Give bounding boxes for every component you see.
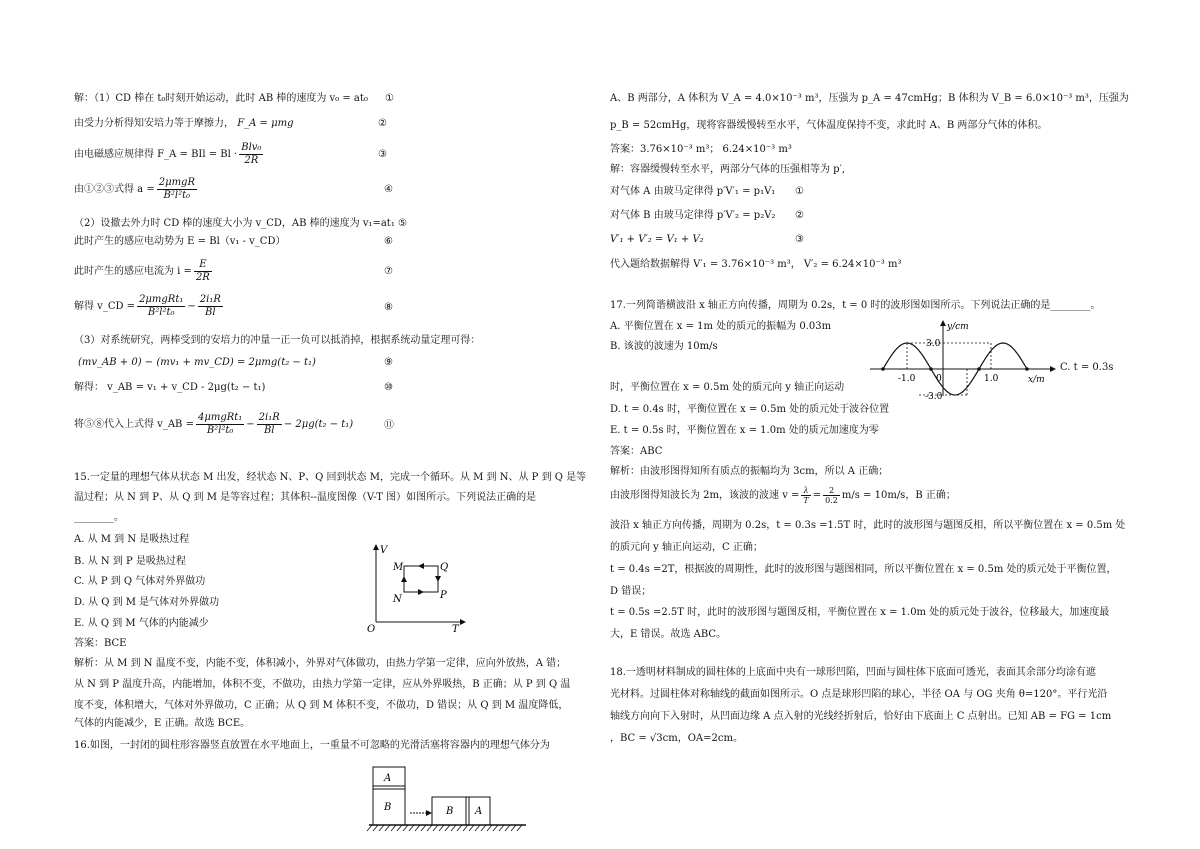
q15-stem-3: ________。 [74, 512, 124, 523]
ground-hatch [367, 825, 372, 831]
sol-line-8: 解得 v_CD = $\frac{\text{2μmgRt₁}}{\text{B²l²t₀}}$ − $\frac{\text{2i₁R}}{Bl}$ [74, 294, 221, 318]
q15-option-a: A. 从 M 到 N 是吸热过程 [74, 534, 190, 545]
q16-sol-1: 解：容器缓慢转至水平，两部分气体的压强相等为 p′, [610, 164, 846, 175]
eq-number: ④ [384, 184, 393, 195]
q15-explain-2: 从 N 到 P 温度升高，内能增加，体积不变，不做功，由热力学第一定律，应从外界吸热，B 正确；从 P 到 Q 温 [74, 679, 571, 690]
q18-stem-1: 18.一透明材料制成的圆柱体的上底面中央有一球形凹陷，凹面与圆柱体下底面可透光，表面其余部分均涂有遮 [610, 667, 1096, 678]
state-m-label: M [393, 562, 404, 573]
vt-diagram [360, 540, 470, 635]
q17-explain-4: 的质元向 y 轴正向运动，C 正确； [610, 542, 763, 553]
ground-hatch [415, 825, 420, 831]
sol-line-5: （2）设撤去外力时 CD 棒的速度大小为 v_CD，AB 棒的速度为 v₁=at₁ ⑤ [74, 218, 407, 229]
ground-hatch [511, 825, 516, 831]
q15-stem-2: 温过程；从 N 到 P、从 Q 到 M 是等容过程；其体积--温度图像（V-T 图）如图所示。下列说法正确的是 [74, 492, 537, 503]
y-axis-label: y/cm [947, 322, 969, 332]
q17-explain-8: 大，E 错误。故选 ABC。 [610, 629, 727, 640]
q15-explain-4: 气体的内能减少，E 正确。故选 BCE。 [74, 718, 251, 729]
q17-option-a: A. 平衡位置在 x = 1m 处的质元的振幅为 0.03m [610, 321, 832, 332]
y-tick-top: 3.0 [926, 339, 941, 349]
state-q-label: Q [440, 562, 449, 573]
origin-label: O [367, 624, 376, 635]
q16-sol-5: 代入题给数据解得 V′₁ = 3.76×10⁻³ m³， V′₂ = 6.24×10⁻³ m³ [610, 259, 902, 270]
y-tick-bottom: -3.0 [925, 392, 943, 400]
q15-option-d: D. 从 Q 到 M 是气体对外界做功 [74, 597, 220, 608]
wave-node [881, 367, 885, 371]
x-tick-neg: -1.0 [898, 374, 916, 384]
ground-hatch [457, 825, 462, 831]
q17-explain-1: 解析：由波形图得知所有质点的振幅均为 3cm，所以 A 正确； [610, 466, 889, 477]
wave-node [977, 367, 981, 371]
wave-node [929, 367, 933, 371]
ground-hatch [427, 825, 432, 831]
ground-hatch [421, 825, 426, 831]
q15-option-b: B. 从 N 到 P 是吸热过程 [74, 556, 186, 567]
q15-explain-3: 度不变，体积增大，气体对外界做功，C 正确；从 Q 到 M 体积不变，不做功，D 错误；从 Q 到 M 温度降低， [74, 700, 569, 711]
ground-hatch [379, 825, 384, 831]
q15-stem-1: 15.一定量的理想气体从状态 M 出发，经状态 N、P、Q 回到状态 M，完成一个循环。从 M 到 N、从 P 到 Q 是等 [74, 472, 587, 483]
ground-hatch [451, 825, 456, 831]
eq-number: ⑪ [384, 420, 394, 431]
q16-sol-3: 对气体 B 由玻马定律得 p′V′₂ = p₂V₂ [610, 210, 776, 221]
ground-hatch [445, 825, 450, 831]
ground-hatch [475, 825, 480, 831]
sol-line-6: 此时产生的感应电动势为 E = Bl（v₁ - v_CD） [74, 236, 286, 247]
x-tick-pos: 1.0 [984, 374, 999, 384]
ground-hatch [385, 825, 390, 831]
cyl-b-label: B [384, 802, 392, 813]
cyl-b2-label: B [446, 806, 454, 817]
q16-stem-3: p_B = 52cmHg，现将容器缓慢转至水平，气体温度保持不变，求此时 A、B 两部分气体的体积。 [610, 120, 1048, 131]
sol-line-2: 由受力分析得知安培力等于摩擦力， F_A = μmg [74, 118, 294, 129]
ground-hatch [373, 825, 378, 831]
q17-option-c-cont: 时，平衡位置在 x = 0.5m 处的质元向 y 轴正向运动 [610, 382, 845, 393]
q16-sol-2: 对气体 A 由玻马定律得 p′V′₁ = p₁V₁ [610, 186, 776, 197]
x-axis-label: x/m [1028, 375, 1045, 385]
q16-stem-1: 16.如图，一封闭的圆柱形容器竖直放置在水平地面上，一重量不可忽略的光滑活塞将容器内的理想气体分为 [74, 740, 550, 751]
x-tick-zero: 0 [936, 374, 942, 384]
q15-option-e: E. 从 Q 到 M 气体的内能减少 [74, 618, 209, 629]
ground-hatch [469, 825, 474, 831]
ground-hatch [517, 825, 522, 831]
ground-hatch [433, 825, 438, 831]
sol-line-9: （3）对系统研究，两棒受到的安培力的冲量一正一负可以抵消掉，根据系统动量定理可得： [74, 335, 481, 346]
q17-option-d: D. t = 0.4s 时，平衡位置在 x = 0.5m 处的质元处于波谷位置 [610, 404, 890, 415]
eq-number: ② [378, 118, 387, 129]
ground-hatch [439, 825, 444, 831]
wave-diagram [870, 318, 1060, 400]
q17-explain-2: 由波形图得知波长为 2m，该波的波速 v = $\frac{\lambda}{T}$ = $\frac{2}{0.2}$ m/s = 10m/s，B 正确； [610, 486, 956, 505]
q17-explain-3: 波沿 x 轴正方向传播，周期为 0.2s，t = 0.3s =1.5T 时，此时的波形图与题图反相，所以平衡位置在 x = 0.5m 处 [610, 520, 1126, 531]
sol-line-12: 将⑤⑧代入上式得 v_AB = $\frac{\text{4μmgRt₁}}{\text{B²l²t₀}}$ − $\frac{\text{2i₁R}}{Bl}$ − 2μg(t₂ − t₁) [74, 412, 354, 436]
q16-stem-2: A、B 两部分，A 体积为 V_A = 4.0×10⁻³ m³，压强为 p_A = 47cmHg；B 体积为 V_B = 6.0×10⁻³ m³，压强为 [610, 93, 1129, 104]
q18-stem-4: ，BC = √3cm，OA=2cm。 [610, 733, 743, 744]
ground-hatch [403, 825, 408, 831]
sol-line-7: 此时产生的感应电流为 i = $\frac{E}{2R}$ [74, 259, 210, 283]
q18-stem-2: 光材料。过圆柱体对称轴线的截面如图所示。O 点是球形凹陷的球心，半径 OA 与 OG 夹角 θ=120°。平行光沿 [610, 689, 1108, 700]
q17-option-e: E. t = 0.5s 时，平衡位置在 x = 1.0m 处的质元加速度为零 [610, 425, 879, 436]
eq-number: ③ [795, 234, 804, 245]
eq-number: ⑦ [384, 266, 393, 277]
eq-number: ③ [378, 149, 387, 160]
sol-line-1: 解：（1）CD 棒在 t₀时刻开始运动，此时 AB 棒的速度为 v₀ = at₀ [74, 93, 368, 104]
eq-number: ⑩ [384, 382, 393, 393]
q15-explain-1: 解析：从 M 到 N 温度不变，内能不变，体积减小，外界对气体做功，由热力学第一定律，应向外放热，A 错； [74, 658, 567, 669]
sol-line-10: (mv_AB + 0) − (mv₁ + mv_CD) = 2μmg(t₂ − t₁) [78, 357, 316, 368]
axis-v-label: V [380, 545, 388, 556]
ground-hatch [487, 825, 492, 831]
ground-hatch [499, 825, 504, 831]
cyl-a2-label: A [475, 806, 483, 817]
cyl-a-label: A [384, 773, 392, 784]
q15-answer: 答案：BCE [74, 638, 127, 649]
eq-number: ① [795, 186, 804, 197]
ground-hatch [481, 825, 486, 831]
eq-number: ① [385, 93, 394, 104]
eq-number: ⑨ [384, 357, 393, 368]
sol-line-4: 由①②③式得 a = $\frac{\text{2μmgR}}{\text{B²l²t₀}}$ [74, 177, 195, 201]
state-n-label: N [393, 594, 402, 605]
q17-option-b: B. 该波的波速为 10m/s [610, 341, 718, 352]
ground-hatch [493, 825, 498, 831]
ground-hatch [391, 825, 396, 831]
q17-answer: 答案：ABC [610, 446, 663, 457]
q16-answer: 答案：3.76×10⁻³ m³； 6.24×10⁻³ m³ [610, 144, 792, 155]
q18-stem-3: 轴线方向向下入射时，从凹面边缘 A 点入射的光线经折射后，恰好由下底面上 C 点射出。已知 AB = FG = 1cm [610, 711, 1112, 722]
wave-node [1025, 367, 1029, 371]
state-p-label: P [440, 590, 447, 601]
q17-explain-5: t = 0.4s =2T，根据波的周期性，此时的波形图与题图相同，所以平衡位置在 x = 0.5m 处的质元处于平衡位置， [610, 564, 1117, 575]
q17-option-c: C. t = 0.3s [1060, 362, 1114, 373]
cylinder-diagram [366, 762, 531, 836]
eq-number: ⑧ [384, 302, 393, 313]
ground-hatch [397, 825, 402, 831]
q17-explain-6: D 错误； [610, 586, 652, 597]
eq-number: ⑥ [384, 236, 393, 247]
q15-option-c: C. 从 P 到 Q 气体对外界做功 [74, 576, 206, 587]
eq-number: ② [795, 210, 804, 221]
ground-hatch [505, 825, 510, 831]
q16-sol-4: V′₁ + V′₂ = V₁ + V₂ [610, 234, 704, 245]
ground-hatch [463, 825, 468, 831]
sol-line-3: 由电磁感应规律得 F_A = BIl = Bl · $\frac{\text{Blv₀}}{2R}$ [74, 142, 262, 166]
q17-explain-7: t = 0.5s =2.5T 时，此时的波形图与题图反相，平衡位置在 x = 1.0m 处的质元处于波谷，位移最大，加速度最 [610, 607, 1110, 618]
sol-line-11: 解得： v_AB = v₁ + v_CD - 2μg(t₂ − t₁) [74, 382, 266, 393]
axis-t-label: T [452, 624, 459, 635]
q17-stem: 17.一列简谐横波沿 x 轴正方向传播，周期为 0.2s，t = 0 时的波形图如图所示。下列说法正确的是________。 [610, 300, 1101, 311]
ground-hatch [409, 825, 414, 831]
